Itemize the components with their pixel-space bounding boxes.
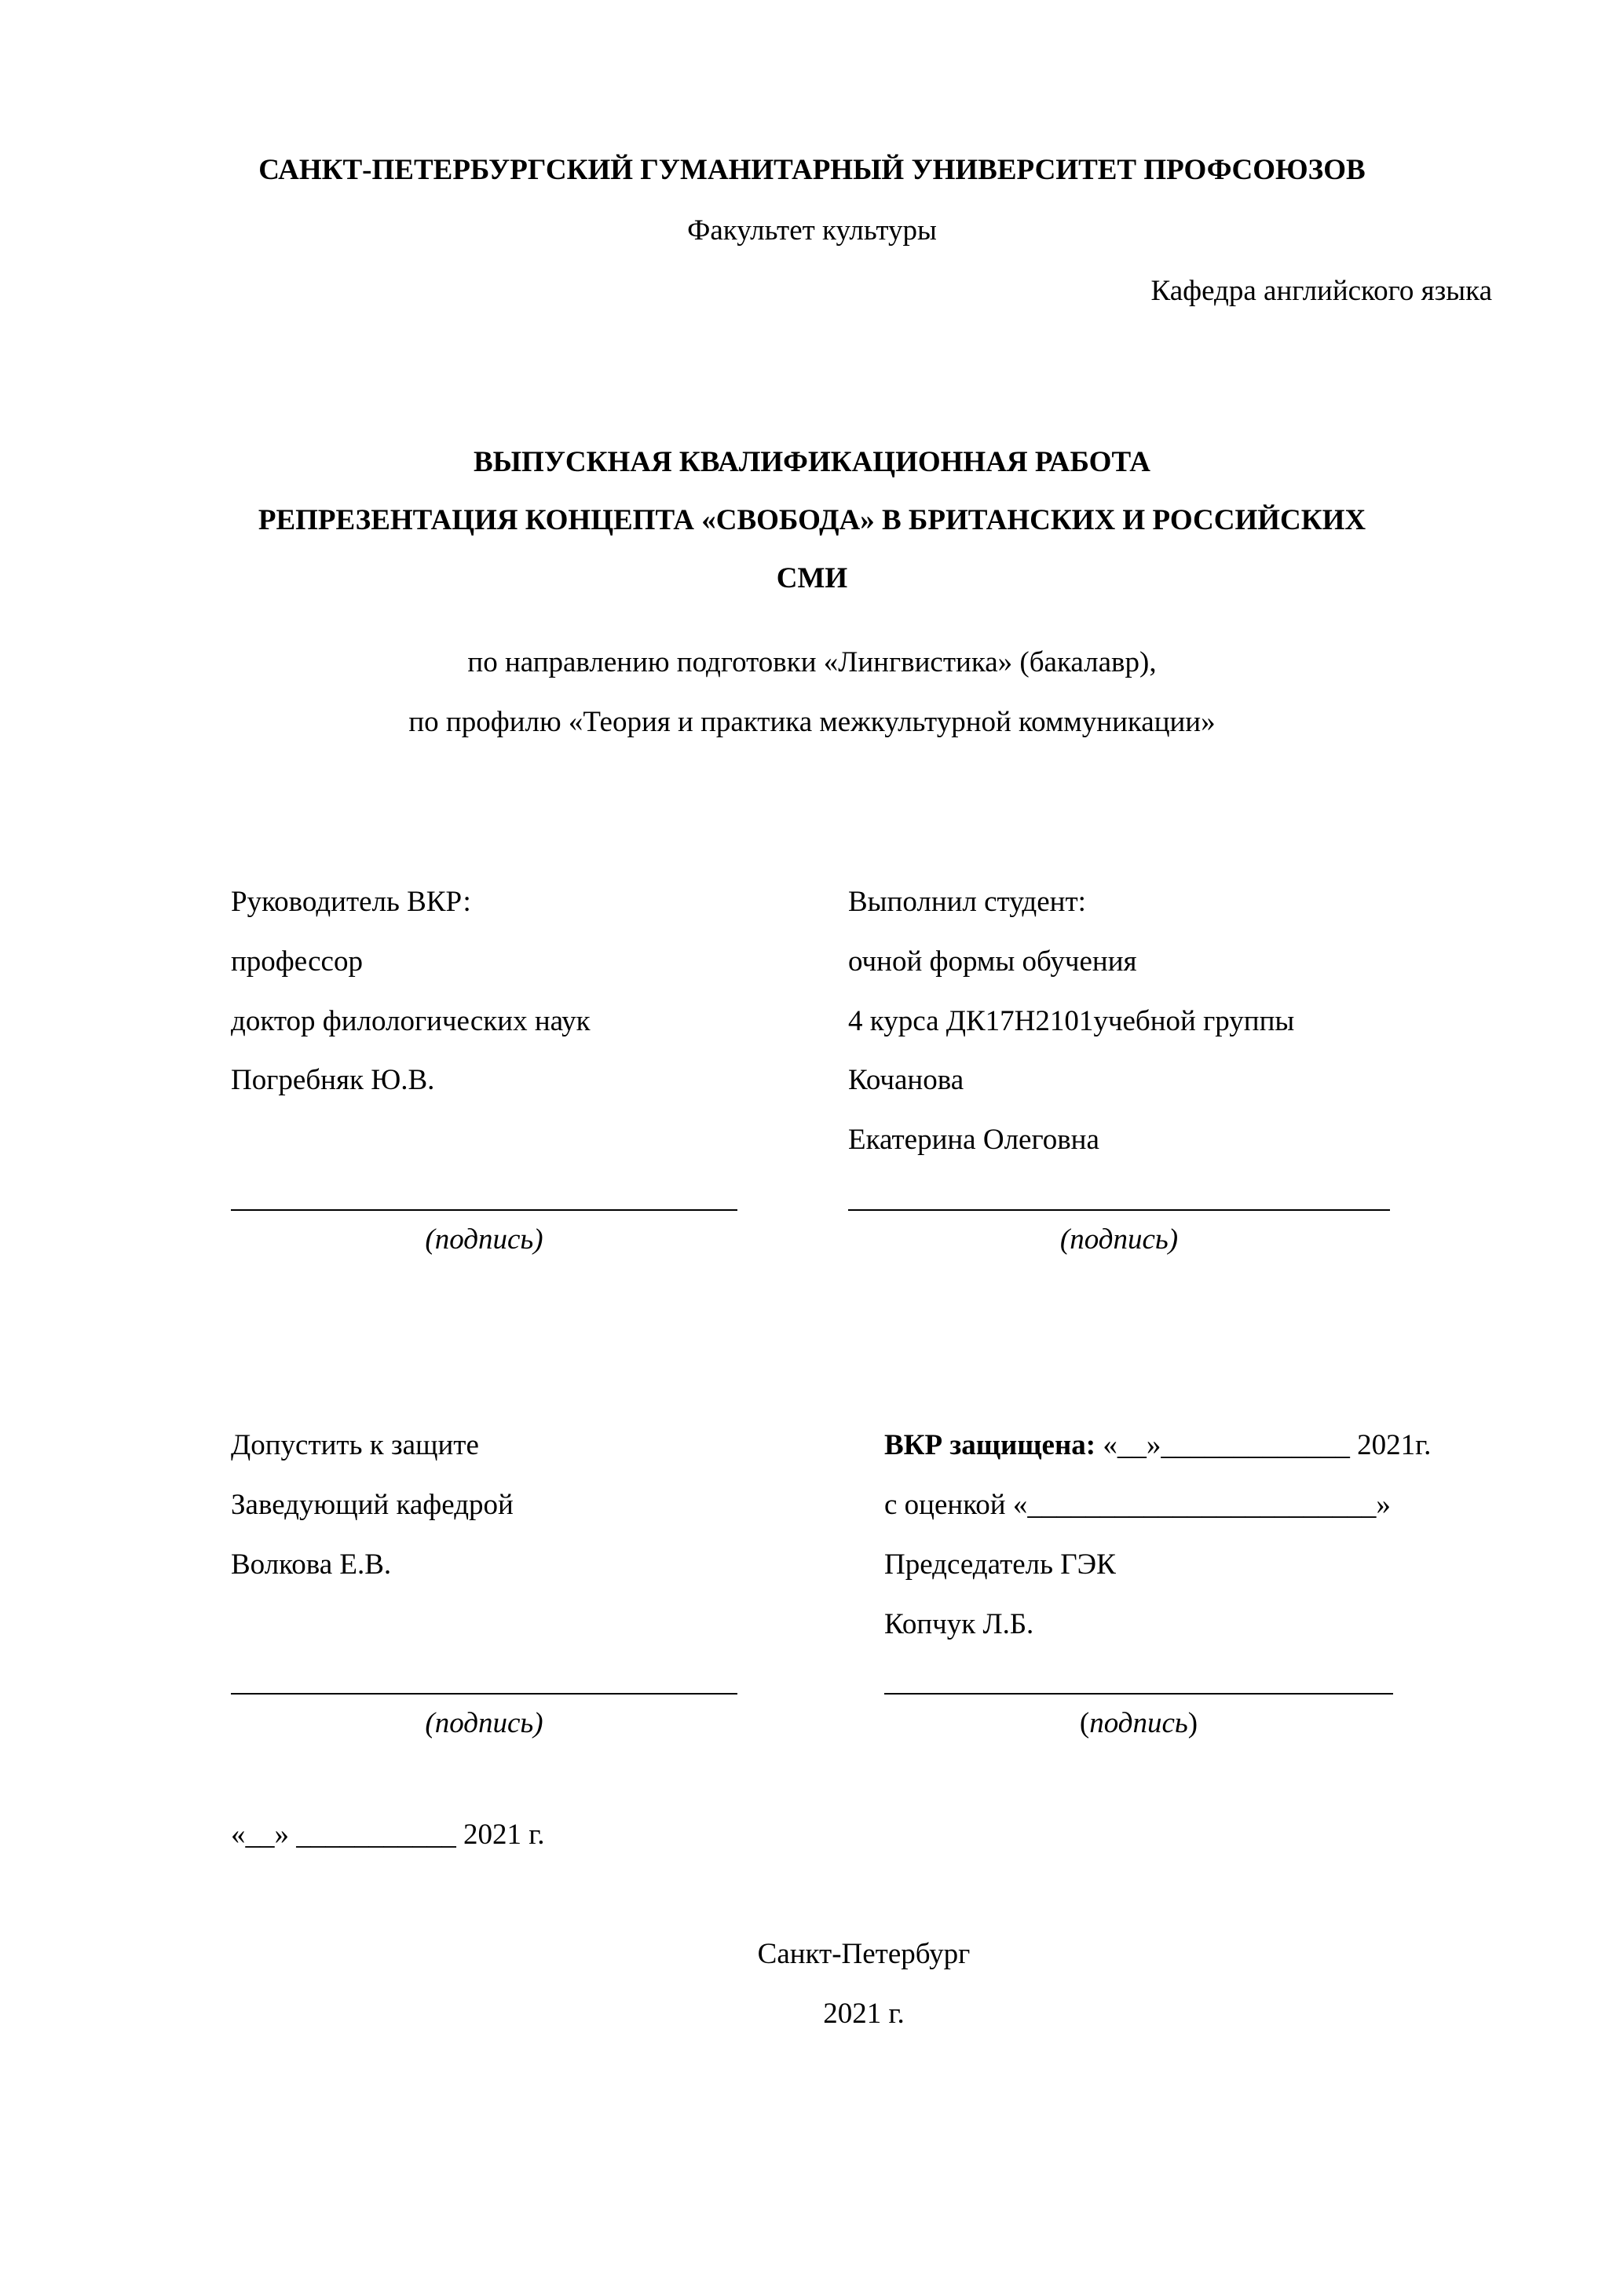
city: Санкт-Петербург (757, 1938, 971, 1970)
topic-line-2: СМИ (776, 562, 848, 594)
student-label: Выполнил студент: (848, 886, 1086, 918)
topic-line-1: РЕПРЕЗЕНТАЦИЯ КОНЦЕПТА «СВОБОДА» В БРИТАНСКИХ И РОССИЙСКИХ (258, 504, 1366, 536)
admission-date-line: «__» ___________ 2021 г. (231, 1819, 545, 1851)
student-signature-line (848, 1209, 1390, 1211)
student-surname: Кочанова (848, 1064, 964, 1096)
admission-name: Волкова Е.В. (231, 1548, 392, 1581)
defense-chair-title: Председатель ГЭК (884, 1548, 1116, 1581)
defense-date: «__»_____________ 2021г. (1095, 1429, 1432, 1461)
university-name: САНКТ-ПЕТЕРБУРГСКИЙ ГУМАНИТАРНЫЙ УНИВЕРСИТЕТ ПРОФСОЮЗОВ (258, 154, 1366, 186)
supervisor-signature-caption: (подпись) (425, 1223, 543, 1256)
supervisor-label: Руководитель ВКР: (231, 886, 471, 918)
defense-label: ВКР защищена: (884, 1429, 1096, 1461)
admission-position: Заведующий кафедрой (231, 1489, 514, 1521)
admission-signature-caption: (подпись) (425, 1707, 543, 1739)
defense-signature-caption: (подпись) (1079, 1707, 1198, 1739)
defense-grade: с оценкой «________________________» (884, 1489, 1391, 1521)
defense-status (884, 1431, 1431, 1460)
student-given-names: Екатерина Олеговна (848, 1124, 1099, 1156)
supervisor-degree: доктор филологических наук (231, 1005, 591, 1037)
supervisor-position: профессор (231, 945, 363, 978)
profile-line: по профилю «Теория и практика межкультурной коммуникации» (408, 706, 1216, 738)
admission-signature-line (231, 1693, 737, 1695)
supervisor-signature-line (231, 1209, 737, 1211)
faculty-name: Факультет культуры (687, 214, 937, 247)
defense-chair-name: Копчук Л.Б. (884, 1608, 1034, 1640)
student-form: очной формы обучения (848, 945, 1137, 978)
defense-signature-line (884, 1693, 1393, 1695)
admission-label: Допустить к защите (231, 1429, 479, 1461)
work-type: ВЫПУСКНАЯ КВАЛИФИКАЦИОННАЯ РАБОТА (473, 446, 1151, 478)
student-signature-caption: (подпись) (1059, 1223, 1179, 1256)
department-name: Кафедра английского языка (1150, 275, 1492, 307)
year: 2021 г. (823, 1998, 905, 2030)
supervisor-name: Погребняк Ю.В. (231, 1064, 435, 1096)
student-group: 4 курса ДК17Н2101учебной группы (848, 1005, 1295, 1037)
direction-line: по направлению подготовки «Лингвистика» (бакалавр), (467, 646, 1157, 678)
